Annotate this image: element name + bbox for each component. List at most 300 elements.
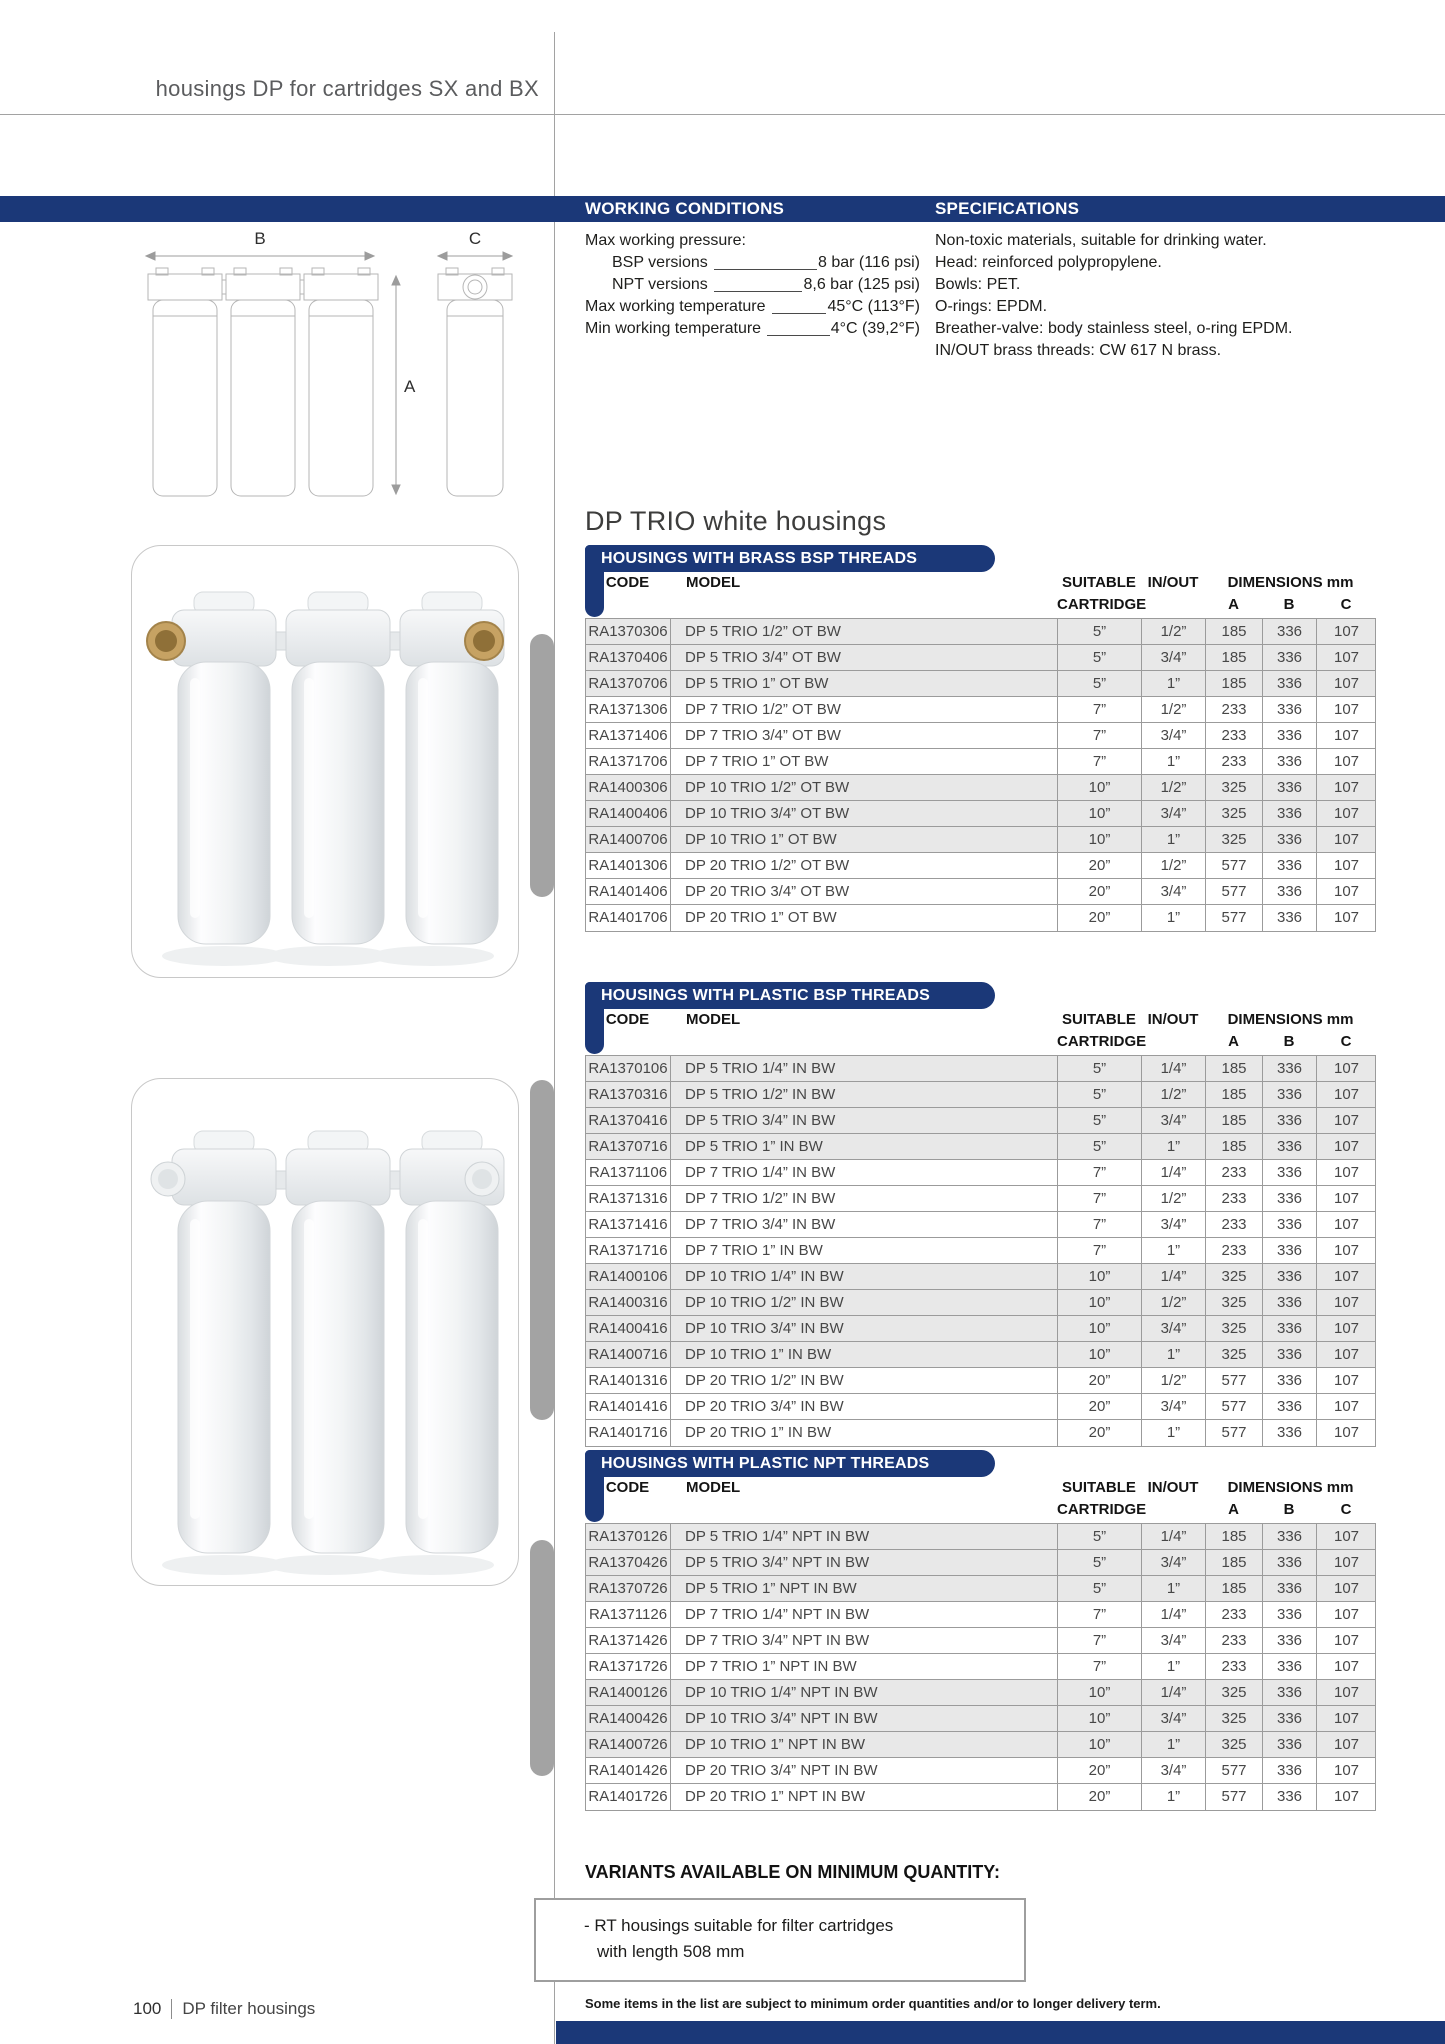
table-header: [585, 1477, 1376, 1523]
col-header-code: CODE: [605, 1479, 650, 1496]
inout-cell: 1/4”: [1141, 1264, 1205, 1289]
table-row: [586, 1394, 1375, 1420]
model-cell: DP 7 TRIO 1” OT BW: [670, 749, 1057, 774]
dim-a-cell: 325: [1205, 801, 1262, 826]
condition-leader: [772, 313, 827, 314]
specifications-block: [935, 230, 1420, 362]
dim-b-cell: 336: [1262, 1654, 1316, 1679]
dim-a-cell: 233: [1205, 1212, 1262, 1237]
model-cell: DP 20 TRIO 3/4” IN BW: [670, 1394, 1057, 1419]
table-row: [586, 1212, 1375, 1238]
condition-label: BSP versions: [612, 254, 708, 271]
model-cell: DP 5 TRIO 1/2” OT BW: [670, 619, 1057, 644]
inout-cell: 1/2”: [1141, 775, 1205, 800]
table-row: [586, 1654, 1375, 1680]
inout-cell: 3/4”: [1141, 1394, 1205, 1419]
working-conditions-block: [585, 230, 920, 340]
code-cell: RA1370126: [588, 1528, 668, 1545]
dim-b-cell: 336: [1262, 1134, 1316, 1159]
model-cell: DP 5 TRIO 1/4” IN BW: [670, 1056, 1057, 1081]
dim-a-cell: 185: [1205, 1550, 1262, 1575]
variant-line: with length 508 mm: [597, 1942, 745, 1961]
code-cell: RA1370426: [588, 1554, 668, 1571]
code-cell: RA1401716: [588, 1424, 668, 1441]
dim-c-cell: 107: [1316, 1420, 1376, 1446]
dim-b-cell: 336: [1262, 1368, 1316, 1393]
dim-b-cell: 336: [1262, 775, 1316, 800]
table-row: [586, 1082, 1375, 1108]
model-cell: DP 7 TRIO 3/4” NPT IN BW: [670, 1628, 1057, 1653]
minimum-order-footnote: Some items in the list are subject to minimum order quantities and/or to longer delivery term.: [585, 1996, 1161, 2011]
table-body: [585, 1055, 1376, 1447]
table-row: [586, 1134, 1375, 1160]
cartridge-cell: 10”: [1057, 1732, 1141, 1757]
inout-cell: 1/2”: [1141, 619, 1205, 644]
cartridge-cell: 20”: [1057, 1368, 1141, 1393]
inout-cell: 3/4”: [1141, 1550, 1205, 1575]
dim-c-cell: 107: [1316, 1628, 1376, 1653]
condition-row: [585, 318, 920, 340]
dim-c-cell: 107: [1316, 1108, 1376, 1133]
table-row: [586, 671, 1375, 697]
dim-c-cell: 107: [1316, 1368, 1376, 1393]
model-cell: DP 5 TRIO 3/4” IN BW: [670, 1108, 1057, 1133]
dim-c-cell: 107: [1316, 1264, 1376, 1289]
code-cell: RA1370716: [588, 1138, 668, 1155]
cartridge-cell: 5”: [1057, 1108, 1141, 1133]
inout-cell: 1”: [1141, 749, 1205, 774]
dim-b-cell: 336: [1262, 1784, 1316, 1810]
dim-b-cell: 336: [1262, 1056, 1316, 1081]
condition-row: [585, 252, 920, 274]
code-cell: RA1371716: [588, 1242, 668, 1259]
code-cell: RA1401726: [588, 1788, 668, 1805]
table-side-tab: [530, 634, 554, 897]
code-cell: RA1400106: [588, 1268, 668, 1285]
dim-c-cell: 107: [1316, 1290, 1376, 1315]
dim-a-cell: 577: [1205, 853, 1262, 878]
dim-b-cell: 336: [1262, 1394, 1316, 1419]
model-cell: DP 10 TRIO 3/4” IN BW: [670, 1316, 1057, 1341]
model-cell: DP 5 TRIO 1” OT BW: [670, 671, 1057, 696]
dim-a-cell: 325: [1205, 1706, 1262, 1731]
dim-b-cell: 336: [1262, 1186, 1316, 1211]
dim-b-cell: 336: [1262, 879, 1316, 904]
variants-title: VARIANTS AVAILABLE ON MINIMUM QUANTITY:: [585, 1862, 1000, 1882]
col-header-inout: IN/OUT: [1147, 1479, 1199, 1496]
table-row: [586, 1160, 1375, 1186]
cartridge-cell: 10”: [1057, 1316, 1141, 1341]
inout-cell: 1”: [1141, 1342, 1205, 1367]
table-row: [586, 1576, 1375, 1602]
col-header-a: A: [1228, 1033, 1239, 1050]
cartridge-cell: 20”: [1057, 905, 1141, 931]
dim-b-cell: 336: [1262, 1524, 1316, 1549]
condition-value: 45°C (113°F): [827, 298, 920, 315]
dim-a-cell: 233: [1205, 1602, 1262, 1627]
product-photo-brass-trio: [131, 545, 519, 978]
product-photo-plastic-illustration: [132, 1079, 518, 1585]
code-cell: RA1370406: [588, 649, 668, 666]
table-row: [586, 723, 1375, 749]
condition-row: [585, 274, 920, 296]
dim-c-cell: 107: [1316, 1602, 1376, 1627]
dim-a-cell: 577: [1205, 1394, 1262, 1419]
dim-c-cell: 107: [1316, 619, 1376, 644]
table-banner: HOUSINGS WITH BRASS BSP THREADS: [585, 545, 995, 572]
model-cell: DP 5 TRIO 1” IN BW: [670, 1134, 1057, 1159]
dim-a-cell: 233: [1205, 697, 1262, 722]
dim-b-cell: 336: [1262, 1212, 1316, 1237]
dim-c-cell: 107: [1316, 1550, 1376, 1575]
dim-c-cell: 107: [1316, 775, 1376, 800]
code-cell: RA1401416: [588, 1398, 668, 1415]
code-cell: RA1400406: [588, 805, 668, 822]
cartridge-cell: 7”: [1057, 697, 1141, 722]
dim-b-cell: 336: [1262, 749, 1316, 774]
col-header-b: B: [1283, 596, 1295, 613]
code-cell: RA1371106: [588, 1164, 668, 1181]
dim-c-cell: 107: [1316, 1706, 1376, 1731]
col-header-model: MODEL: [686, 1011, 741, 1028]
model-cell: DP 10 TRIO 3/4” OT BW: [670, 801, 1057, 826]
table-row: [586, 619, 1375, 645]
specification-line: Head: reinforced polypropylene.: [935, 254, 1162, 271]
cartridge-cell: 5”: [1057, 1056, 1141, 1081]
product-photo-plastic-trio: [131, 1078, 519, 1586]
model-cell: DP 20 TRIO 1” OT BW: [670, 905, 1057, 931]
table-side-tab: [530, 1540, 554, 1776]
table-row: [586, 1524, 1375, 1550]
inout-cell: 1/4”: [1141, 1524, 1205, 1549]
model-cell: DP 5 TRIO 3/4” OT BW: [670, 645, 1057, 670]
inout-cell: 1/2”: [1141, 1368, 1205, 1393]
cartridge-cell: 20”: [1057, 1758, 1141, 1783]
cartridge-cell: 20”: [1057, 1394, 1141, 1419]
cartridge-cell: 20”: [1057, 853, 1141, 878]
specification-line: IN/OUT brass threads: CW 617 N brass.: [935, 342, 1222, 359]
code-cell: RA1370726: [588, 1580, 668, 1597]
dim-b-cell: 336: [1262, 1290, 1316, 1315]
code-cell: RA1400716: [588, 1346, 668, 1363]
table-row: [586, 1290, 1375, 1316]
inout-cell: 1/4”: [1141, 1680, 1205, 1705]
dim-a-cell: 185: [1205, 671, 1262, 696]
dim-a-cell: 233: [1205, 1238, 1262, 1263]
table-row: [586, 1628, 1375, 1654]
dim-c-cell: 107: [1316, 801, 1376, 826]
inout-cell: 1”: [1141, 1238, 1205, 1263]
table-row: [586, 853, 1375, 879]
cartridge-cell: 10”: [1057, 1706, 1141, 1731]
model-cell: DP 5 TRIO 3/4” NPT IN BW: [670, 1550, 1057, 1575]
dim-b-cell: 336: [1262, 827, 1316, 852]
model-cell: DP 20 TRIO 1” IN BW: [670, 1420, 1057, 1446]
dim-b-cell: 336: [1262, 671, 1316, 696]
table-row: [586, 1368, 1375, 1394]
model-cell: DP 5 TRIO 1/4” NPT IN BW: [670, 1524, 1057, 1549]
col-header-c: C: [1340, 596, 1352, 613]
code-cell: RA1400726: [588, 1736, 668, 1753]
table-row: [586, 1108, 1375, 1134]
col-header-dimensions: DIMENSIONS mm: [1227, 1479, 1354, 1496]
dim-c-cell: 107: [1316, 671, 1376, 696]
specification-line: Bowls: PET.: [935, 276, 1021, 293]
model-cell: DP 10 TRIO 1/4” IN BW: [670, 1264, 1057, 1289]
dim-b-cell: 336: [1262, 697, 1316, 722]
code-cell: RA1371316: [588, 1190, 668, 1207]
technical-drawing: [138, 226, 540, 526]
dim-b-cell: 336: [1262, 1238, 1316, 1263]
condition-value: 4°C (39,2°F): [830, 320, 920, 337]
inout-cell: 1”: [1141, 1732, 1205, 1757]
single-housing-outline: [438, 268, 512, 496]
col-header-inout: IN/OUT: [1147, 1011, 1199, 1028]
code-cell: RA1401426: [588, 1762, 668, 1779]
col-header-cartridge: CARTRIDGE: [1057, 1501, 1147, 1518]
condition-label: Max working temperature: [585, 298, 766, 315]
cartridge-cell: 7”: [1057, 1654, 1141, 1679]
page-header-title: housings DP for cartridges SX and BX: [155, 76, 539, 101]
variants-box: [534, 1898, 1026, 1982]
code-cell: RA1370706: [588, 675, 668, 692]
cartridge-cell: 5”: [1057, 619, 1141, 644]
section-band: [0, 196, 1445, 222]
inout-cell: 1/2”: [1141, 1290, 1205, 1315]
dim-b-cell: 336: [1262, 1420, 1316, 1446]
col-header-suitable: SUITABLE: [1062, 574, 1136, 591]
table-side-tab: [530, 1080, 554, 1420]
code-cell: RA1370316: [588, 1086, 668, 1103]
table-row: [586, 827, 1375, 853]
inout-cell: 1/2”: [1141, 1082, 1205, 1107]
inout-cell: 3/4”: [1141, 1316, 1205, 1341]
dimension-a-label: A: [404, 377, 416, 396]
dim-a-cell: 577: [1205, 879, 1262, 904]
dim-a-cell: 185: [1205, 1082, 1262, 1107]
variant-line: - RT housings suitable for filter cartridges: [584, 1916, 894, 1935]
dim-a-cell: 185: [1205, 645, 1262, 670]
specification-line: Breather-valve: body stainless steel, o-ring EPDM.: [935, 320, 1293, 337]
dim-a-cell: 233: [1205, 1160, 1262, 1185]
model-cell: DP 10 TRIO 1” OT BW: [670, 827, 1057, 852]
dim-a-cell: 233: [1205, 749, 1262, 774]
inout-cell: 3/4”: [1141, 645, 1205, 670]
col-header-b: B: [1283, 1501, 1295, 1518]
code-cell: RA1370416: [588, 1112, 668, 1129]
dim-c-cell: 107: [1316, 1212, 1376, 1237]
cartridge-cell: 7”: [1057, 723, 1141, 748]
inout-cell: 3/4”: [1141, 1108, 1205, 1133]
col-header-code: CODE: [605, 1011, 650, 1028]
dim-c-cell: 107: [1316, 827, 1376, 852]
dim-a-cell: 325: [1205, 1290, 1262, 1315]
model-cell: DP 10 TRIO 1” IN BW: [670, 1342, 1057, 1367]
col-header-c: C: [1340, 1501, 1352, 1518]
condition-leader: [714, 291, 803, 292]
col-header-inout: IN/OUT: [1147, 574, 1199, 591]
working-conditions-list: [585, 252, 920, 340]
dim-c-cell: 107: [1316, 879, 1376, 904]
cartridge-cell: 20”: [1057, 1784, 1141, 1810]
dim-c-cell: 107: [1316, 1758, 1376, 1783]
model-cell: DP 7 TRIO 3/4” OT BW: [670, 723, 1057, 748]
model-cell: DP 7 TRIO 1/2” IN BW: [670, 1186, 1057, 1211]
dim-c-cell: 107: [1316, 1680, 1376, 1705]
model-cell: DP 10 TRIO 1/4” NPT IN BW: [670, 1680, 1057, 1705]
table-row: [586, 749, 1375, 775]
inout-cell: 1”: [1141, 905, 1205, 931]
table-row: [586, 1602, 1375, 1628]
code-cell: RA1400316: [588, 1294, 668, 1311]
section-title: DP TRIO white housings: [585, 506, 887, 536]
col-header-cartridge: CARTRIDGE: [1057, 596, 1147, 613]
header-rule: [0, 114, 1445, 115]
dim-c-cell: 107: [1316, 905, 1376, 931]
model-cell: DP 10 TRIO 3/4” NPT IN BW: [670, 1706, 1057, 1731]
table-row: [586, 1056, 1375, 1082]
model-cell: DP 7 TRIO 1/2” OT BW: [670, 697, 1057, 722]
table-row: [586, 879, 1375, 905]
cartridge-cell: 10”: [1057, 1290, 1141, 1315]
dim-a-cell: 233: [1205, 1186, 1262, 1211]
model-cell: DP 7 TRIO 1” NPT IN BW: [670, 1654, 1057, 1679]
footer-separator: [171, 1999, 172, 2019]
dim-c-cell: 107: [1316, 1394, 1376, 1419]
dim-c-cell: 107: [1316, 1160, 1376, 1185]
condition-leader: [767, 335, 830, 336]
table-row: [586, 801, 1375, 827]
dim-a-cell: 577: [1205, 1784, 1262, 1810]
dim-c-cell: 107: [1316, 1524, 1376, 1549]
dim-a-cell: 577: [1205, 1758, 1262, 1783]
table-row: [586, 1550, 1375, 1576]
model-cell: DP 20 TRIO 3/4” OT BW: [670, 879, 1057, 904]
model-cell: DP 7 TRIO 3/4” IN BW: [670, 1212, 1057, 1237]
model-cell: DP 20 TRIO 1/2” OT BW: [670, 853, 1057, 878]
code-cell: RA1400426: [588, 1710, 668, 1727]
model-cell: DP 20 TRIO 1” NPT IN BW: [670, 1784, 1057, 1810]
vertical-divider: [554, 32, 555, 2044]
table-row: [586, 645, 1375, 671]
inout-cell: 1”: [1141, 827, 1205, 852]
dim-c-cell: 107: [1316, 749, 1376, 774]
inout-cell: 1”: [1141, 1654, 1205, 1679]
table-row: [586, 1784, 1375, 1810]
dim-b-cell: 336: [1262, 1550, 1316, 1575]
cartridge-cell: 20”: [1057, 1420, 1141, 1446]
col-header-dimensions: DIMENSIONS mm: [1227, 574, 1354, 591]
model-cell: DP 20 TRIO 1/2” IN BW: [670, 1368, 1057, 1393]
dim-b-cell: 336: [1262, 1732, 1316, 1757]
inout-cell: 1”: [1141, 1784, 1205, 1810]
dimension-b-label: B: [254, 229, 266, 248]
table-row: [586, 1420, 1375, 1446]
condition-label: Min working temperature: [585, 320, 762, 337]
cartridge-cell: 10”: [1057, 1680, 1141, 1705]
cartridge-cell: 7”: [1057, 1238, 1141, 1263]
cartridge-cell: 5”: [1057, 671, 1141, 696]
dim-b-cell: 336: [1262, 1602, 1316, 1627]
cartridge-cell: 7”: [1057, 1160, 1141, 1185]
col-header-a: A: [1228, 596, 1239, 613]
model-cell: DP 5 TRIO 1/2” IN BW: [670, 1082, 1057, 1107]
dim-b-cell: 336: [1262, 905, 1316, 931]
table-header: [585, 572, 1376, 618]
dim-a-cell: 325: [1205, 775, 1262, 800]
cartridge-cell: 7”: [1057, 1602, 1141, 1627]
col-header-dimensions: DIMENSIONS mm: [1227, 1011, 1354, 1028]
dim-c-cell: 107: [1316, 645, 1376, 670]
dim-c-cell: 107: [1316, 697, 1376, 722]
dim-a-cell: 325: [1205, 1316, 1262, 1341]
dim-a-cell: 233: [1205, 723, 1262, 748]
dim-b-cell: 336: [1262, 1706, 1316, 1731]
dim-a-cell: 325: [1205, 1732, 1262, 1757]
bottom-accent-bar: [556, 2021, 1445, 2044]
inout-cell: 1”: [1141, 1576, 1205, 1601]
specifications-title: SPECIFICATIONS: [935, 199, 1080, 218]
dim-a-cell: 185: [1205, 1576, 1262, 1601]
working-conditions-intro: Max working pressure:: [585, 232, 746, 249]
cartridge-cell: 5”: [1057, 1082, 1141, 1107]
specification-line: O-rings: EPDM.: [935, 298, 1048, 315]
dim-c-cell: 107: [1316, 1056, 1376, 1081]
condition-value: 8 bar (116 psi): [818, 254, 920, 271]
dim-b-cell: 336: [1262, 1160, 1316, 1185]
dim-b-cell: 336: [1262, 619, 1316, 644]
dim-c-cell: 107: [1316, 1316, 1376, 1341]
dim-c-cell: 107: [1316, 1784, 1376, 1810]
specifications-list: [935, 230, 1420, 362]
table-row: [586, 905, 1375, 931]
inout-cell: 3/4”: [1141, 1628, 1205, 1653]
cartridge-cell: 10”: [1057, 775, 1141, 800]
dim-a-cell: 233: [1205, 1654, 1262, 1679]
code-cell: RA1401316: [588, 1372, 668, 1389]
code-cell: RA1370106: [588, 1060, 668, 1077]
code-cell: RA1370306: [588, 623, 668, 640]
dim-a-cell: 577: [1205, 905, 1262, 931]
dim-c-cell: 107: [1316, 1576, 1376, 1601]
code-cell: RA1371416: [588, 1216, 668, 1233]
dim-c-cell: 107: [1316, 723, 1376, 748]
dim-c-cell: 107: [1316, 1082, 1376, 1107]
inout-cell: 1/2”: [1141, 1186, 1205, 1211]
condition-label: NPT versions: [612, 276, 708, 293]
model-cell: DP 7 TRIO 1/4” NPT IN BW: [670, 1602, 1057, 1627]
cartridge-cell: 5”: [1057, 1550, 1141, 1575]
dim-b-cell: 336: [1262, 645, 1316, 670]
dim-a-cell: 185: [1205, 619, 1262, 644]
table-row: [586, 1342, 1375, 1368]
inout-cell: 1”: [1141, 1134, 1205, 1159]
code-cell: RA1400706: [588, 831, 668, 848]
code-cell: RA1371306: [588, 701, 668, 718]
dim-a-cell: 185: [1205, 1134, 1262, 1159]
cartridge-cell: 7”: [1057, 1186, 1141, 1211]
table-row: [586, 1732, 1375, 1758]
col-header-model: MODEL: [686, 574, 741, 591]
condition-value: 8,6 bar (125 psi): [803, 276, 920, 293]
table-header: [585, 1009, 1376, 1055]
code-cell: RA1401306: [588, 857, 668, 874]
dim-b-cell: 336: [1262, 723, 1316, 748]
product-photo-brass-illustration: [132, 546, 518, 977]
dim-b-cell: 336: [1262, 1082, 1316, 1107]
dim-a-cell: 325: [1205, 1342, 1262, 1367]
model-cell: DP 10 TRIO 1/2” OT BW: [670, 775, 1057, 800]
